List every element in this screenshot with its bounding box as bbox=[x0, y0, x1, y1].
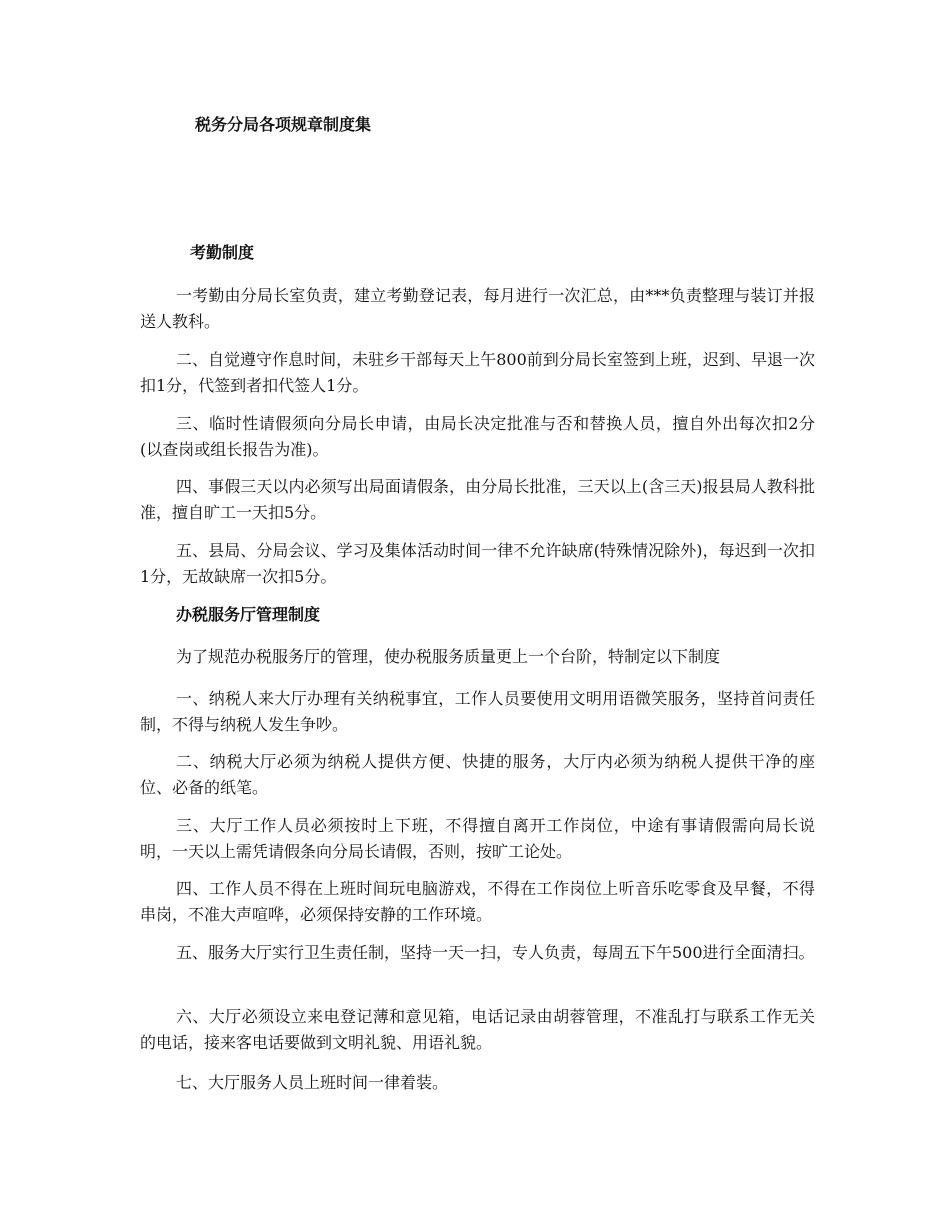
section-heading-service-hall: 办税服务厅管理制度 bbox=[176, 605, 321, 624]
service-hall-paragraph-1: 一、纳税人来大厅办理有关纳税事宜，工作人员要使用文明用语微笑服务，坚持首问责任制，不得与纳税人发生争吵。 bbox=[140, 689, 815, 734]
document-title: 税务分局各项规章制度集 bbox=[195, 115, 372, 134]
attendance-paragraph-2: 二、自觉遵守作息时间，未驻乡干部每天上午800前到分局长室签到上班，迟到、早退一次扣1分，代签到者扣代签人1分。 bbox=[140, 350, 815, 395]
service-hall-paragraph-7: 七、大厅服务人员上班时间一律着装。 bbox=[176, 1073, 449, 1092]
service-hall-paragraph-2: 二、纳税大厅必须为纳税人提供方便、快捷的服务，大厅内必须为纳税人提供干净的座位、必备的纸笔。 bbox=[140, 752, 815, 797]
attendance-paragraph-5: 五、县局、分局会议、学习及集体活动时间一律不允许缺席(特殊情况除外)，每迟到一次扣1分，无故缺席一次扣5分。 bbox=[140, 541, 815, 586]
service-hall-paragraph-6: 六、大厅必须设立来电登记薄和意见箱，电话记录由胡蓉管理，不准乱打与联系工作无关的电话，接来客电话要做到文明礼貌、用语礼貌。 bbox=[140, 1007, 815, 1052]
attendance-paragraph-1: 一考勤由分局长室负责，建立考勤登记表，每月进行一次汇总，由***负责整理与装订并报送人教科。 bbox=[140, 286, 815, 331]
attendance-paragraph-3: 三、临时性请假须向分局长申请，由局长决定批准与否和替换人员，擅自外出每次扣2分(以查岗或组长报告为准)。 bbox=[140, 414, 815, 459]
service-hall-paragraph-4: 四、工作人员不得在上班时间玩电脑游戏，不得在工作岗位上听音乐吃零食及早餐，不得串岗，不准大声喧哗，必须保持安静的工作环境。 bbox=[140, 879, 815, 924]
section-heading-attendance: 考勤制度 bbox=[190, 243, 255, 262]
attendance-paragraph-4: 四、事假三天以内必须写出局面请假条，由分局长批准，三天以上(含三天)报县局人教科批准，擅自旷工一天扣5分。 bbox=[140, 477, 815, 522]
service-hall-paragraph-5: 五、服务大厅实行卫生责任制，坚持一天一扫，专人负责，每周五下午500进行全面清扫。 bbox=[176, 943, 815, 962]
service-hall-intro: 为了规范办税服务厅的管理，使办税服务质量更上一个台阶，特制定以下制度 bbox=[176, 647, 721, 666]
service-hall-paragraph-3: 三、大厅工作人员必须按时上下班，不得擅自离开工作岗位，中途有事请假需向局长说明，一天以上需凭请假条向分局长请假，否则，按旷工论处。 bbox=[140, 816, 815, 861]
